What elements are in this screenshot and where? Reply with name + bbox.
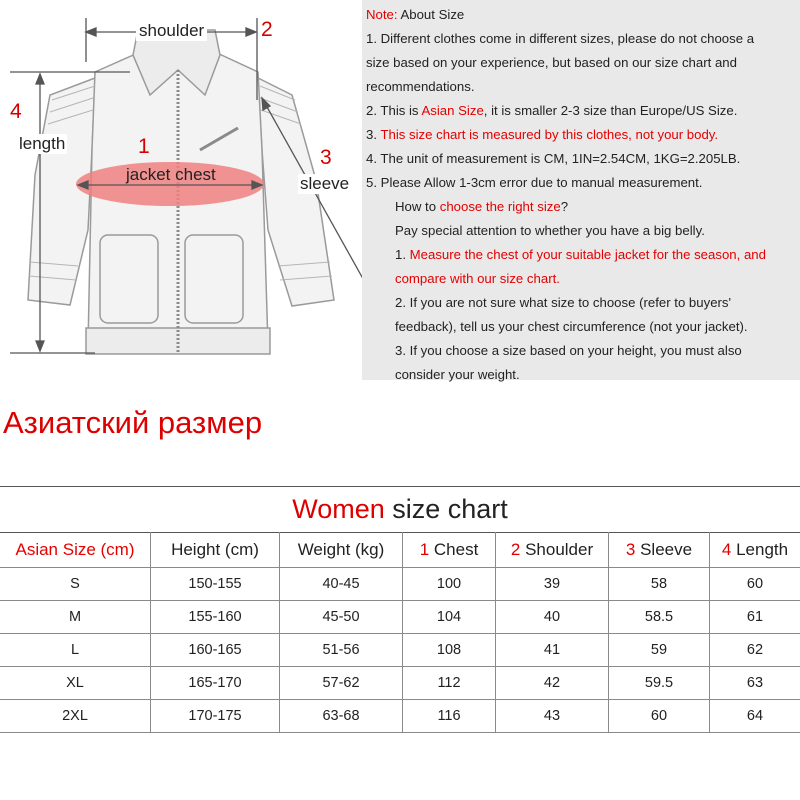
- cell-shoulder: 43: [496, 700, 609, 733]
- cell-length: 61: [710, 601, 800, 634]
- size-chart-title-red: Women: [292, 494, 385, 524]
- size-chart-title-rest: size chart: [384, 494, 508, 524]
- notes-heading-rest: About Size: [397, 7, 465, 22]
- size-chart-title: [0, 486, 800, 531]
- cell-height: 155-160: [151, 601, 280, 634]
- cell-height: 165-170: [151, 667, 280, 700]
- header-text: Weight (kg): [297, 540, 385, 559]
- cell-sleeve: 59.5: [609, 667, 710, 700]
- chest-number: 1: [138, 135, 150, 158]
- table-row: [0, 700, 800, 733]
- col-header-chest: [403, 533, 496, 568]
- cell-weight: 63-68: [280, 700, 403, 733]
- table-header-row: [0, 533, 800, 568]
- cell-chest: 100: [403, 568, 496, 601]
- cell-height: 150-155: [151, 568, 280, 601]
- note-text: 2. This is: [366, 103, 422, 118]
- header-text: Chest: [429, 540, 479, 559]
- cell-sleeve: 59: [609, 634, 710, 667]
- note-line: 5. Please Allow 1-3cm error due to manual measurement.: [366, 175, 703, 190]
- header-text: Length: [731, 540, 789, 559]
- note-line: 4. The unit of measurement is CM, 1IN=2.54CM, 1KG=2.205LB.: [366, 151, 741, 166]
- cell-weight: 45-50: [280, 601, 403, 634]
- length-number: 4: [10, 100, 22, 123]
- shoulder-label: shoulder: [136, 21, 207, 41]
- cell-size: L: [0, 634, 151, 667]
- note-line: recommendations.: [366, 79, 475, 94]
- cell-size: 2XL: [0, 700, 151, 733]
- note-text: ?: [560, 199, 569, 214]
- notes-heading-red: Note:: [366, 7, 398, 22]
- note-line: feedback), tell us your chest circumference (not your jacket).: [395, 319, 748, 334]
- col-header-height: [151, 533, 280, 568]
- note-line: 1. Different clothes come in different sizes, please do not choose a: [366, 31, 755, 46]
- cell-shoulder: 41: [496, 634, 609, 667]
- sleeve-label: sleeve: [300, 174, 350, 193]
- cell-height: 170-175: [151, 700, 280, 733]
- cell-size: S: [0, 568, 151, 601]
- jacket-measurement-diagram: [0, 0, 362, 380]
- cell-chest: 108: [403, 634, 496, 667]
- note-line: 2. If you are not sure what size to choose (refer to buyers': [395, 295, 732, 310]
- table-row: [0, 667, 800, 700]
- note-text: How to: [395, 199, 440, 214]
- note-line: [366, 243, 800, 267]
- table-row: [0, 568, 800, 601]
- header-number: 1: [419, 540, 430, 559]
- cell-shoulder: 40: [496, 601, 609, 634]
- cell-sleeve: 58.5: [609, 601, 710, 634]
- cell-shoulder: 42: [496, 667, 609, 700]
- sleeve-number: 3: [320, 146, 332, 169]
- note-highlight: choose the right size: [439, 199, 561, 214]
- cell-weight: 51-56: [280, 634, 403, 667]
- cell-length: 63: [710, 667, 800, 700]
- asian-size-heading: Азиатский размер: [3, 405, 263, 440]
- cell-length: 60: [710, 568, 800, 601]
- cell-sleeve: 60: [609, 700, 710, 733]
- cell-size: M: [0, 601, 151, 634]
- note-text: 1.: [395, 247, 410, 262]
- note-line: compare with our size chart.: [395, 271, 560, 286]
- size-chart-table: [0, 532, 800, 733]
- header-number: 3: [625, 540, 636, 559]
- col-header-sleeve: [609, 533, 710, 568]
- chest-label: jacket chest: [126, 165, 216, 184]
- cell-weight: 57-62: [280, 667, 403, 700]
- note-line: size based on your experience, but based on our size chart and: [366, 55, 737, 70]
- note-line: [366, 195, 800, 219]
- col-header-length: [710, 533, 800, 568]
- table-row: [0, 601, 800, 634]
- col-header-asian-size: [0, 533, 151, 568]
- header-text: Sleeve: [635, 540, 693, 559]
- shoulder-number: 2: [261, 18, 273, 41]
- note-line: 3. If you choose a size based on your height, you must also: [395, 343, 742, 358]
- note-line: consider your weight.: [395, 367, 520, 382]
- cell-weight: 40-45: [280, 568, 403, 601]
- header-number: 4: [721, 540, 732, 559]
- cell-chest: 104: [403, 601, 496, 634]
- length-label: length: [19, 134, 66, 153]
- note-line: Pay special attention to whether you have a big belly.: [395, 223, 705, 238]
- notes-heading: [366, 3, 800, 27]
- note-text: , it is smaller 2-3 size than Europe/US Size.: [483, 103, 738, 118]
- header-text: Shoulder: [520, 540, 594, 559]
- cell-chest: 116: [403, 700, 496, 733]
- size-notes-panel: [362, 0, 800, 380]
- note-highlight: Asian Size: [421, 103, 484, 118]
- note-line: [366, 99, 800, 123]
- header-red-text: Asian Size (cm): [15, 540, 135, 559]
- cell-length: 62: [710, 634, 800, 667]
- cell-length: 64: [710, 700, 800, 733]
- cell-size: XL: [0, 667, 151, 700]
- note-highlight: Measure the chest of your suitable jacket for the season, and: [409, 247, 766, 262]
- col-header-shoulder: [496, 533, 609, 568]
- cell-chest: 112: [403, 667, 496, 700]
- header-number: 2: [510, 540, 521, 559]
- table-row: [0, 634, 800, 667]
- cell-height: 160-165: [151, 634, 280, 667]
- cell-shoulder: 39: [496, 568, 609, 601]
- col-header-weight: [280, 533, 403, 568]
- note-highlight: This size chart is measured by this clothes, not your body.: [380, 127, 719, 142]
- note-line: [366, 123, 800, 147]
- header-text: Height (cm): [171, 540, 259, 559]
- cell-sleeve: 58: [609, 568, 710, 601]
- note-text: 3.: [366, 127, 381, 142]
